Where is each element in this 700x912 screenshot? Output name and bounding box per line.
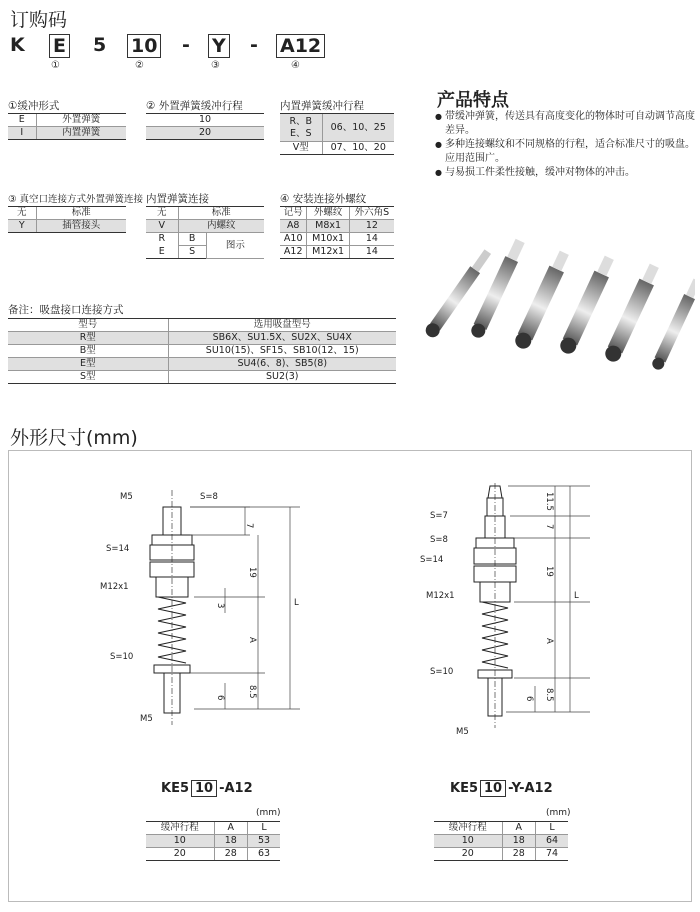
dim-6: 6 bbox=[215, 695, 225, 701]
code-y: Y bbox=[208, 34, 230, 58]
table6: 记号 外螺纹 外六角S A8 M8x1 12 A10 M10x1 14 A12 M12x1 14 bbox=[280, 206, 394, 259]
fitting-photo bbox=[650, 278, 695, 372]
dim-19: 19 bbox=[544, 566, 554, 577]
table4-caption: ③ 真空口连接方式外置弹簧连接 bbox=[8, 194, 144, 205]
features-list bbox=[435, 110, 697, 180]
table2-caption: ② 外置弹簧缓冲行程 bbox=[146, 100, 243, 112]
unit-left: (mm) bbox=[256, 808, 281, 818]
dim-L: L bbox=[294, 598, 299, 608]
fitting-photo bbox=[603, 262, 662, 364]
circle-3: ③ bbox=[211, 60, 220, 71]
dim-6: 6 bbox=[524, 696, 534, 702]
code-5: 5 bbox=[93, 34, 107, 56]
label-s7: S=7 bbox=[430, 511, 448, 521]
circle-4: ④ bbox=[291, 60, 300, 71]
dim-L: L bbox=[574, 591, 579, 601]
dim-A: A bbox=[544, 638, 554, 644]
label-m12: M12x1 bbox=[426, 591, 455, 601]
label-s8: S=8 bbox=[200, 492, 218, 502]
fitting-photo bbox=[469, 238, 526, 340]
feature-item: ● 多种连接螺纹和不同规格的行程，适合标准尺寸的吸盘。应用范围广。 bbox=[435, 138, 697, 166]
left-drawing bbox=[90, 485, 320, 745]
code-e: E bbox=[49, 34, 70, 58]
model-right: KE5 10 -Y-A12 bbox=[450, 781, 553, 796]
note-table: 型号 选用吸盘型号 R型 SB6X、SU1.5X、SU2X、SU4X B型 SU10(15)、SF15、SB10(12、15) E型 SU4(6、8)、SB5(8) S型 SU2(3) bbox=[8, 318, 396, 384]
label-s14: S=14 bbox=[420, 555, 444, 565]
dim-19: 19 bbox=[247, 567, 257, 578]
circle-2: ② bbox=[135, 60, 144, 71]
dim-table-right: 缓冲行程 A L 10 18 64 20 28 74 bbox=[434, 821, 568, 861]
code-stroke: 10 bbox=[127, 34, 161, 58]
label-s14: S=14 bbox=[106, 544, 130, 554]
dim-7: 7 bbox=[244, 523, 254, 529]
label-m5-top: M5 bbox=[120, 492, 133, 502]
table5: 无 标准 V 内螺纹 R B 图示 E S bbox=[146, 206, 264, 259]
dimensions-title: 外形尺寸(mm) bbox=[10, 427, 138, 449]
dim-7: 7 bbox=[544, 524, 554, 530]
code-thread: A12 bbox=[276, 34, 325, 58]
table1-caption: ①缓冲形式 bbox=[8, 100, 60, 112]
label-m5-bot: M5 bbox=[140, 714, 153, 724]
order-code bbox=[10, 34, 330, 58]
dim-11-5: 11.5 bbox=[544, 492, 554, 511]
note-caption: 备注：吸盘接口连接方式 bbox=[8, 304, 124, 316]
table4: 无 标准 Y 插管接头 bbox=[8, 206, 126, 233]
features-title: 产品特点 bbox=[437, 90, 509, 111]
product-photo bbox=[425, 232, 695, 382]
code-dash: - bbox=[250, 34, 258, 56]
order-title: 订购码 bbox=[10, 9, 68, 31]
label-s10: S=10 bbox=[110, 652, 134, 662]
table1: E 外置弹簧 I 内置弹簧 bbox=[8, 113, 126, 140]
label-s10: S=10 bbox=[430, 667, 454, 677]
circle-1: ① bbox=[51, 60, 60, 71]
right-drawing bbox=[410, 478, 640, 740]
dim-A: A bbox=[247, 637, 257, 643]
code-dash: - bbox=[182, 34, 190, 56]
dim-8-5: 8.5 bbox=[247, 685, 257, 699]
table3-caption: 内置弹簧缓冲行程 bbox=[280, 100, 364, 112]
code-k: K bbox=[10, 34, 25, 56]
table5-caption: 内置弹簧连接 bbox=[146, 193, 209, 205]
label-m5: M5 bbox=[456, 727, 469, 737]
table2: 10 20 bbox=[146, 113, 264, 140]
dim-8-5: 8.5 bbox=[544, 688, 554, 702]
fitting-photo bbox=[513, 249, 572, 351]
model-left: KE5 10 -A12 bbox=[161, 781, 253, 796]
table6-caption: ④ 安装连接外螺纹 bbox=[280, 193, 367, 205]
dim-table-left: 缓冲行程 A L 10 18 53 20 28 63 bbox=[146, 821, 280, 861]
fitting-photo bbox=[558, 254, 617, 356]
label-m12: M12x1 bbox=[100, 582, 129, 592]
feature-item: ● 带缓冲弹簧，传送具有高度变化的物体时可自动调节高度差异。 bbox=[435, 110, 697, 138]
label-s8: S=8 bbox=[430, 535, 448, 545]
feature-item: ● 与易损工件柔性接触，缓冲对物体的冲击。 bbox=[435, 166, 697, 180]
dim-3: 3 bbox=[215, 603, 225, 609]
unit-right: (mm) bbox=[546, 808, 571, 818]
table3: R、B E、S 06、10、25 V型 07、10、20 bbox=[280, 113, 394, 155]
